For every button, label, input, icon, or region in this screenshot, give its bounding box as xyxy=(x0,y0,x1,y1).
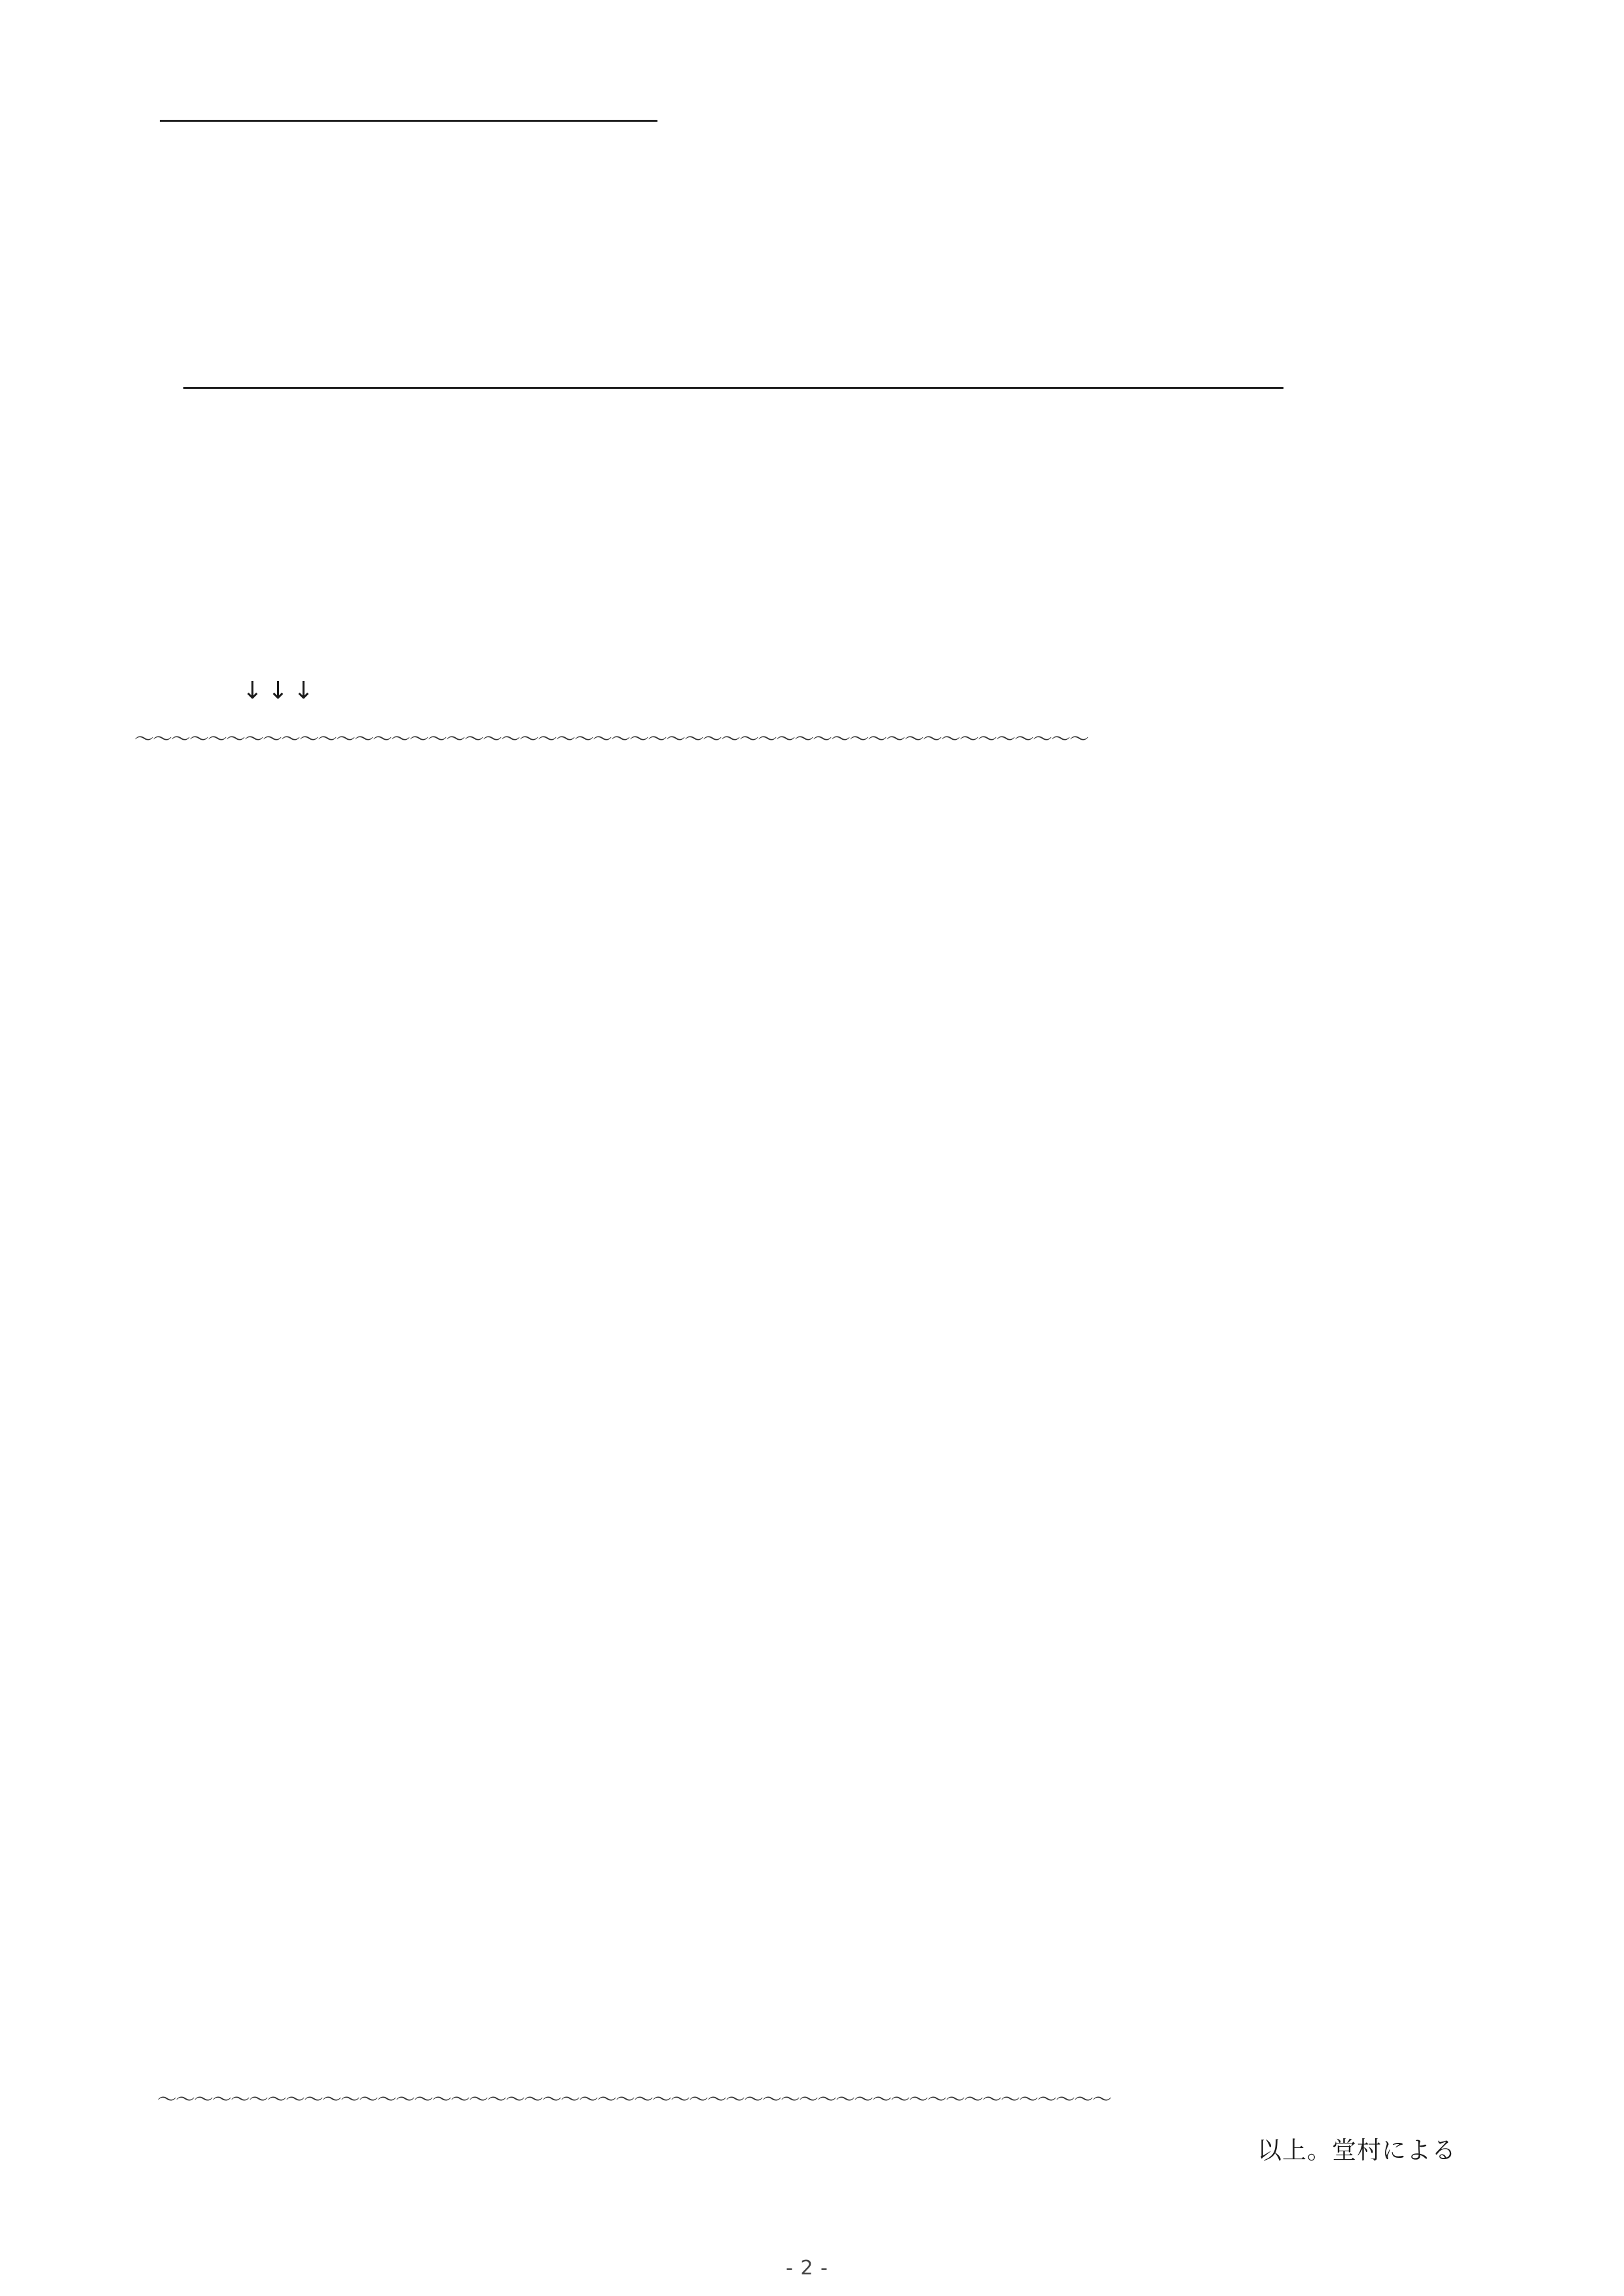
closing-text: 以上。堂村による xyxy=(1257,2136,1456,2164)
underline-top-conclusion xyxy=(183,387,1283,389)
underline-top-line-1 xyxy=(160,120,657,122)
down-arrows: ↓↓↓ xyxy=(242,676,320,704)
page-number: - 2 - xyxy=(786,2257,828,2280)
wavy-separator-bottom: ～～～～～～～～～～～～～～～～～～～～～～～～～～～～～～～～～～～～～～～～～～～～～～～～～～～～ xyxy=(157,2088,1111,2111)
wavy-separator-top: ～～～～～～～～～～～～～～～～～～～～～～～～～～～～～～～～～～～～～～～～～～～～～～～～～～～～ xyxy=(134,728,1088,751)
